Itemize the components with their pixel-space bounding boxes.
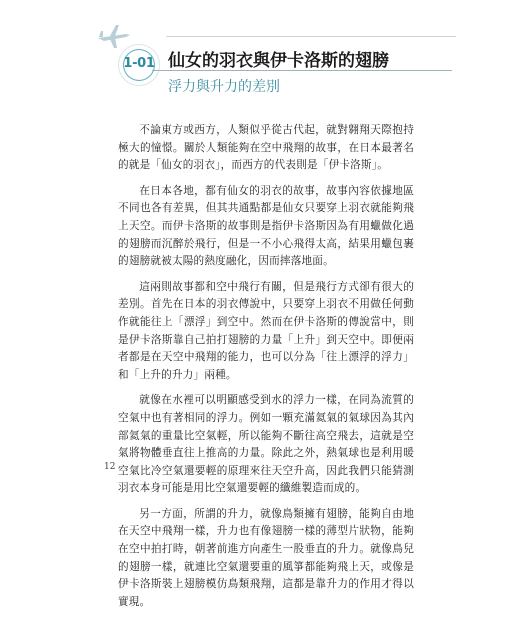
section-number: 1-01 — [123, 56, 155, 71]
paragraph-5: 另一方面，所謂的升力，就像鳥類擁有翅膀，能夠自由地在天空中飛翔一樣，升力也有像翅膀一樣的薄型片狀物，能夠在空中拍打時，朝著前進方向產生一股垂直的升力。就像鳥兒的翅膀一樣，就連比空氣還要重的風箏都能夠飛上天，或像是伊卡洛斯裝上翅膀模仿鳥類飛翔，這都是靠升力的作用才得以實現。 — [118, 507, 414, 608]
section-title: 仙女的羽衣與伊卡洛斯的翅膀 — [168, 51, 389, 71]
paragraph-3: 這兩則故事都和空中飛行有關，但是飛行方式卻有很大的差別。首先在日本的羽衣傳說中，只要穿上羽衣不用做任何動作就能往上「漂浮」到空中。然而在伊卡洛斯的傳說當中，則是伊卡洛斯靠自己拍打翅膀的力量「上升」到天空中。即便兩者都是在天空中飛翔的能力，也可以分為「往上漂浮的浮力」和「上升的升力」兩種。 — [118, 280, 414, 381]
header-decorative-line — [166, 36, 456, 37]
paragraph-4: 就像在水裡可以明顯感受到水的浮力一樣，在同為流質的空氣中也有著相同的浮力。例如一顆充滿氦氣的氣球因為其內部氦氣的重量比空氣輕，所以能夠不斷往高空飛去，這就是空氣將物體垂直往上推高的力量。除此之外，熱氣球也是利用暖空氣比冷空氣還要輕的原理來往天空升高，因此我們只能猜測羽衣本身可能是用比空氣還要輕的纖維製造而成的。 — [118, 394, 414, 495]
body-text — [118, 122, 414, 619]
paragraph-2: 在日本各地，都有仙女的羽衣的故事，故事內容依據地區不同也各有差異，但其共通點都是仙女只要穿上羽衣就能夠飛上天空。而伊卡洛斯的故事則是指伊卡洛斯因為有用蠟做化過的翅膀而沉醉於飛行，但是一不小心飛得太高，結果用蠟包裹的翅膀就被太陽的熱度融化，因而摔落地面。 — [118, 184, 414, 268]
page-number: 12 — [104, 462, 116, 472]
section-number-badge — [118, 44, 160, 86]
title-underline — [152, 70, 452, 71]
paragraph-1: 不論東方或西方，人類似乎從古代起，就對翱翔天際抱持極大的憧憬。關於人類能夠在空中飛翔的故事，在日本最著名的就是「仙女的羽衣」，而西方的代表則是「伊卡洛斯」。 — [118, 124, 414, 172]
section-header — [96, 22, 456, 104]
section-subtitle: 浮力與升力的差別 — [168, 79, 280, 95]
